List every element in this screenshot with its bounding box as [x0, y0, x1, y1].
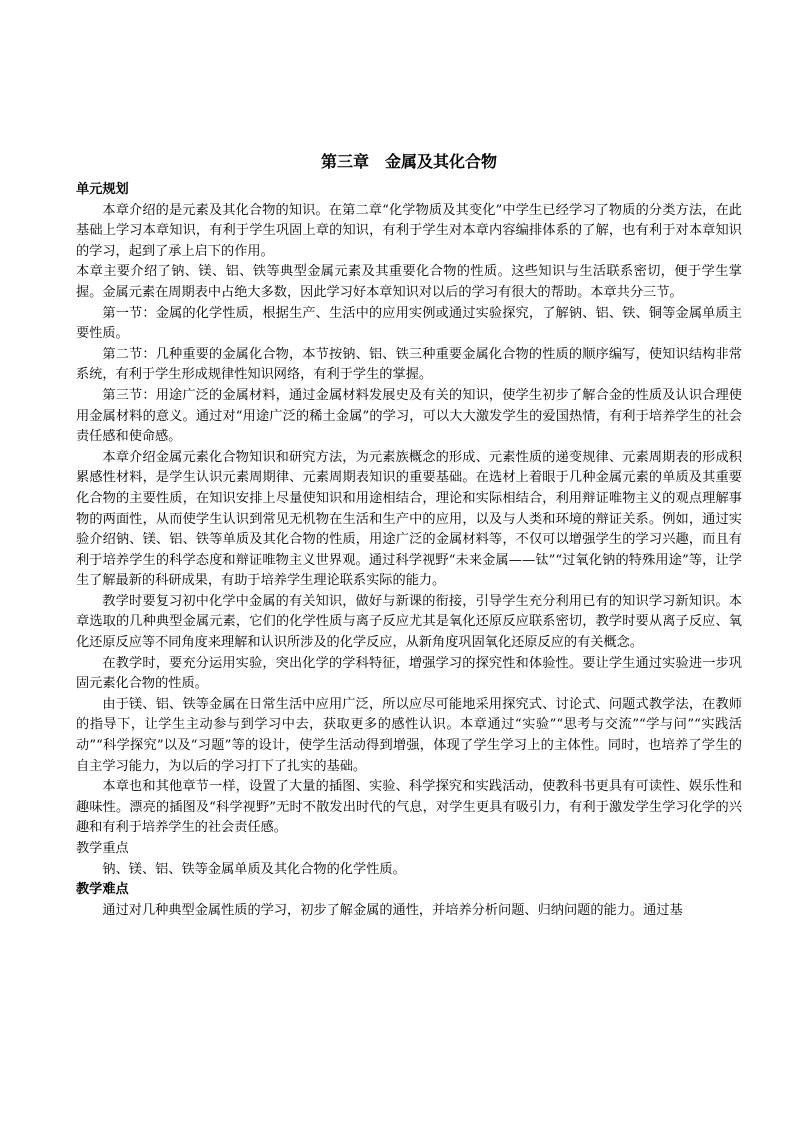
- heading-unit-plan: 单元规划: [76, 182, 129, 197]
- paragraph-experiments: 在教学时，要充分运用实验，突出化学的学科特征，增强学习的探究性和体验性。要让学生通过实验进一步巩固元素化合物的性质。: [76, 655, 742, 692]
- paragraph-teaching-review: 教学时要复习初中化学中金属的有关知识，做好与新课的衔接，引导学生充分利用已有的知识学习新知识。本章选取的几种典型金属元素，它们的化学性质与离子反应尤其是氧化还原反应联系密切，教学时要从离子反应、氧化还原反应等不同角度来理解和认识所涉及的化学反应，从新角度巩固氧化还原反应的有关概念。: [76, 593, 742, 651]
- paragraph-illustrations: 本章也和其他章节一样，设置了大量的插图、实验、科学探究和实践活动，使教科书更具有可读性、娱乐性和趣味性。漂亮的插图及“科学视野”无时不散发出时代的气息，对学生更具有吸引力，有利于激发学生学习化学的兴趣和有利于培养学生的社会责任感。: [76, 779, 742, 836]
- paragraph-section-3: 第三节：用途广泛的金属材料，通过金属材料发展史及有关的知识，使学生初步了解合金的性质及认识合理使用金属材料的意义。通过对“用途广泛的稀土金属”的学习，可以大大激发学生的爱国热情，有利于培养学生的社会责任感和使命感。: [76, 387, 742, 445]
- document-page: [76, 150, 742, 921]
- paragraph-teaching-methods: 由于镁、铝、铁等金属在日常生活中应用广泛，所以应尽可能地采用探究式、讨论式、问题式教学法，在教师的指导下，让学生主动参与到学习中去，获取更多的感性认识。本章通过“实验”“思考与交流”“学与问”“实践活动”“科学探究”以及“习题”等的设计，使学生活动得到增强，体现了学生学习上的主体性。同时，也培养了学生的自主学习能力，为以后的学习打下了扎实的基础。: [76, 696, 742, 774]
- heading-key-points: 教学重点: [76, 841, 129, 856]
- paragraph-main-content: 本章主要介绍了钠、镁、铝、铁等典型金属元素及其重要化合物的性质。这些知识与生活联系密切，便于学生掌握。金属元素在周期表中占绝大多数，因此学习好本章知识对以后的学习有很大的帮助。本章共分三节。: [76, 264, 742, 300]
- paragraph-key-points: 钠、镁、铝、铁等金属单质及其化合物的化学性质。: [102, 861, 406, 877]
- paragraph-section-2: 第二节：几种重要的金属化合物，本节按钠、铝、铁三种重要金属化合物的性质的顺序编写，使知识结构非常系统，有利于学生形成规律性知识网络，有利于学生的掌握。: [76, 346, 742, 383]
- heading-difficulties: 教学难点: [76, 882, 129, 898]
- paragraph-difficulties: 通过对几种典型金属性质的学习，初步了解金属的通性，并培养分析问题、归纳问题的能力。通过基: [102, 902, 683, 918]
- paragraph-intro: 本章介绍的是元素及其化合物的知识。在第二章“化学物质及其变化”中学生已经学习了物质的分类方法，在此基础上学习本章知识，有利于学生巩固上章的知识，有利于学生对本章内容编排体系的了解，也有利于对本章知识的学习，起到了承上启下的作用。: [76, 202, 742, 259]
- chapter-title: 第三章 金属及其化合物: [320, 152, 497, 171]
- paragraph-section-1: 第一节：金属的化学性质，根据生产、生活中的应用实例或通过实验探究，了解钠、铝、铁、铜等金属单质主要性质。: [76, 305, 742, 342]
- paragraph-knowledge-methods: 本章介绍金属元素化合物知识和研究方法，为元素族概念的形成、元素性质的递变规律、元素周期表的形成积累感性材料，是学生认识元素周期律、元素周期表知识的重要基础。在选材上着眼于几种金属元素的单质及其重要化合物的主要性质，在知识安排上尽量使知识和用途相结合，理论和实际相结合，利用辩证唯物主义的观点理解事物的两面性，从而使学生认识到常见无机物在生活和生产中的应用，以及与人类和环境的辩证关系。例如，通过实验介绍钠、镁、铝、铁等单质及其化合物的性质，用途广泛的金属材料等，不仅可以增强学生的学习兴趣，而且有利于培养学生的科学态度和辩证唯物主义世界观。通过科学视野“未来金属——钛”“过氧化钠的特殊用途”等，让学生了解最新的科研成果，有助于培养学生理论联系实际的能力。: [76, 449, 742, 589]
